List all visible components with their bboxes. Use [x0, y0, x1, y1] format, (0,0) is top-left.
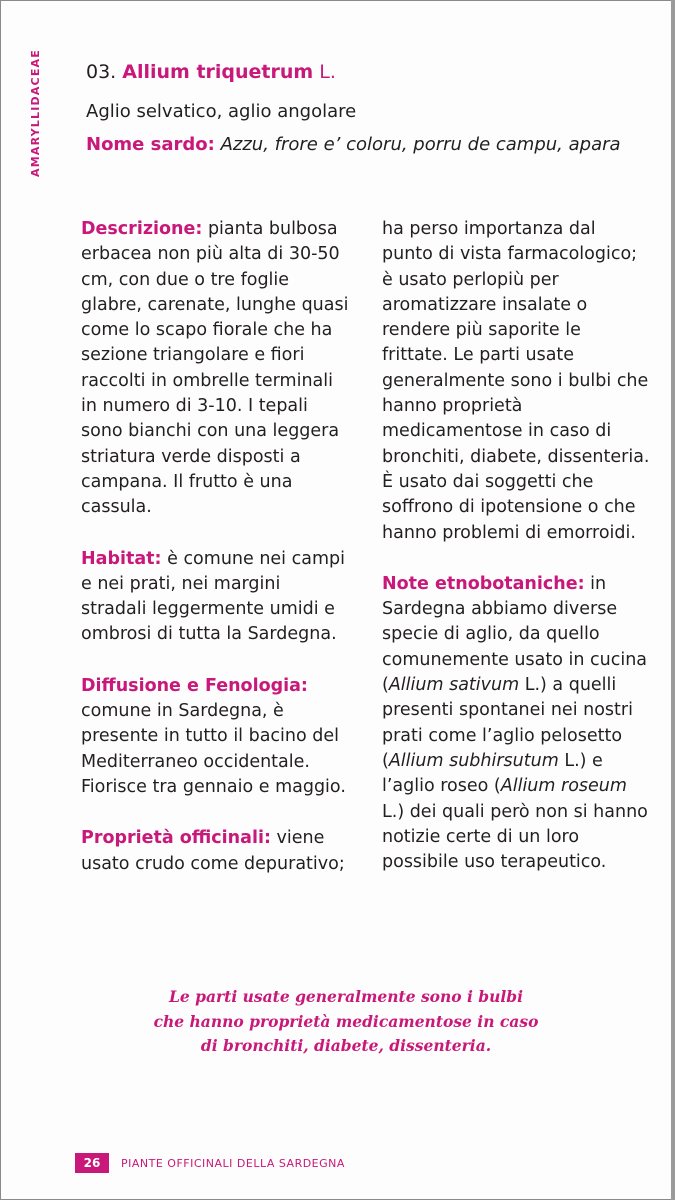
- pull-quote-line: Le parti usate generalmente sono i bulbi: [168, 987, 524, 1006]
- sardinian-name: [86, 134, 621, 155]
- note-text-2: L.) a quelli presenti spontanei nei nostri prati come l’aglio pelosetto (: [382, 675, 633, 771]
- note-italic-2: Allium subhirsutum: [388, 750, 559, 771]
- note-text-3: L.) e l’aglio roseo (: [382, 750, 603, 797]
- page-footer: [75, 1153, 345, 1173]
- proprieta-text: viene usato crudo come depurativo;: [81, 828, 345, 874]
- sardinian-name-value: Azzu, frore e’ coloru, porru de campu, apara: [220, 134, 621, 155]
- note-heading: Note etnobotaniche:: [382, 573, 585, 594]
- common-names: Aglio selvatico, aglio angolare: [86, 101, 357, 122]
- sardinian-name-label: Nome sardo:: [86, 134, 215, 155]
- species-number: 03.: [86, 61, 117, 83]
- habitat-text: è comune nei campi e nei prati, nei margini stradali leggermente umidi e ombrosi di tutta la Sardegna.: [81, 548, 345, 645]
- note-text-1: in Sardegna abbiamo diverse specie di aglio, da quello comunemente usato in cucina (: [382, 573, 648, 696]
- pull-quote: [121, 985, 571, 1059]
- section-diffusione: [81, 674, 351, 800]
- note-italic-1: Allium sativum: [388, 675, 520, 696]
- note-italic-3: Allium roseum: [500, 776, 627, 797]
- diffusione-heading: Diffusione e Fenologia:: [81, 675, 308, 696]
- species-title: [86, 61, 336, 83]
- family-side-label: AMARYLLIDACEAE: [29, 49, 42, 177]
- pull-quote-line: che hanno proprietà medicamentose in caso: [153, 1011, 539, 1031]
- proprieta-continuation: ha perso importanza dal punto di vista farmacologico; è usato perlopiù per aromatizzare insalate o rendere più saporite le frittate. Le parti usate generalmente sono i bulbi che hanno proprietà medicamentose in caso di bronchiti, diabete, dissenteria. È usato dai soggetti che soffrono di ipotensione o che hanno problemi di emorroidi.: [382, 219, 650, 543]
- section-note: [382, 572, 652, 876]
- proprieta-heading: Proprietà officinali:: [81, 828, 271, 849]
- right-column: [382, 217, 652, 901]
- book-title: PIANTE OFFICINALI DELLA SARDEGNA: [121, 1156, 345, 1170]
- section-proprieta: [81, 826, 351, 877]
- descrizione-text: pianta bulbosa erbacea non più alta di 30-50 cm, con due o tre foglie glabre, carenate, lunghe quasi come lo scapo fiorale che ha sezione triangolare e fiori raccolti in ombrelle terminali in numero di 3-10. I tepali sono bianchi con una leggera striatura verde disposti a campana. Il frutto è una cassula.: [81, 219, 349, 518]
- pull-quote-line: di bronchiti, diabete, dissenteria.: [200, 1036, 492, 1055]
- page-number: 26: [75, 1153, 109, 1173]
- descrizione-heading: Descrizione:: [81, 219, 203, 239]
- habitat-heading: Habitat:: [81, 548, 162, 569]
- species-name: Allium triquetrum: [122, 61, 314, 83]
- left-column: [81, 217, 351, 903]
- diffusione-text: comune in Sardegna, è presente in tutto il bacino del Mediterraneo occidentale. Fiorisce tra gennaio e maggio.: [81, 701, 346, 797]
- section-habitat: [81, 547, 351, 648]
- note-text-4: L.) dei quali però non si hanno notizie certe di un loro possibile uso terapeutico.: [382, 801, 648, 873]
- section-descrizione: [81, 217, 351, 521]
- species-author: L.: [319, 61, 336, 83]
